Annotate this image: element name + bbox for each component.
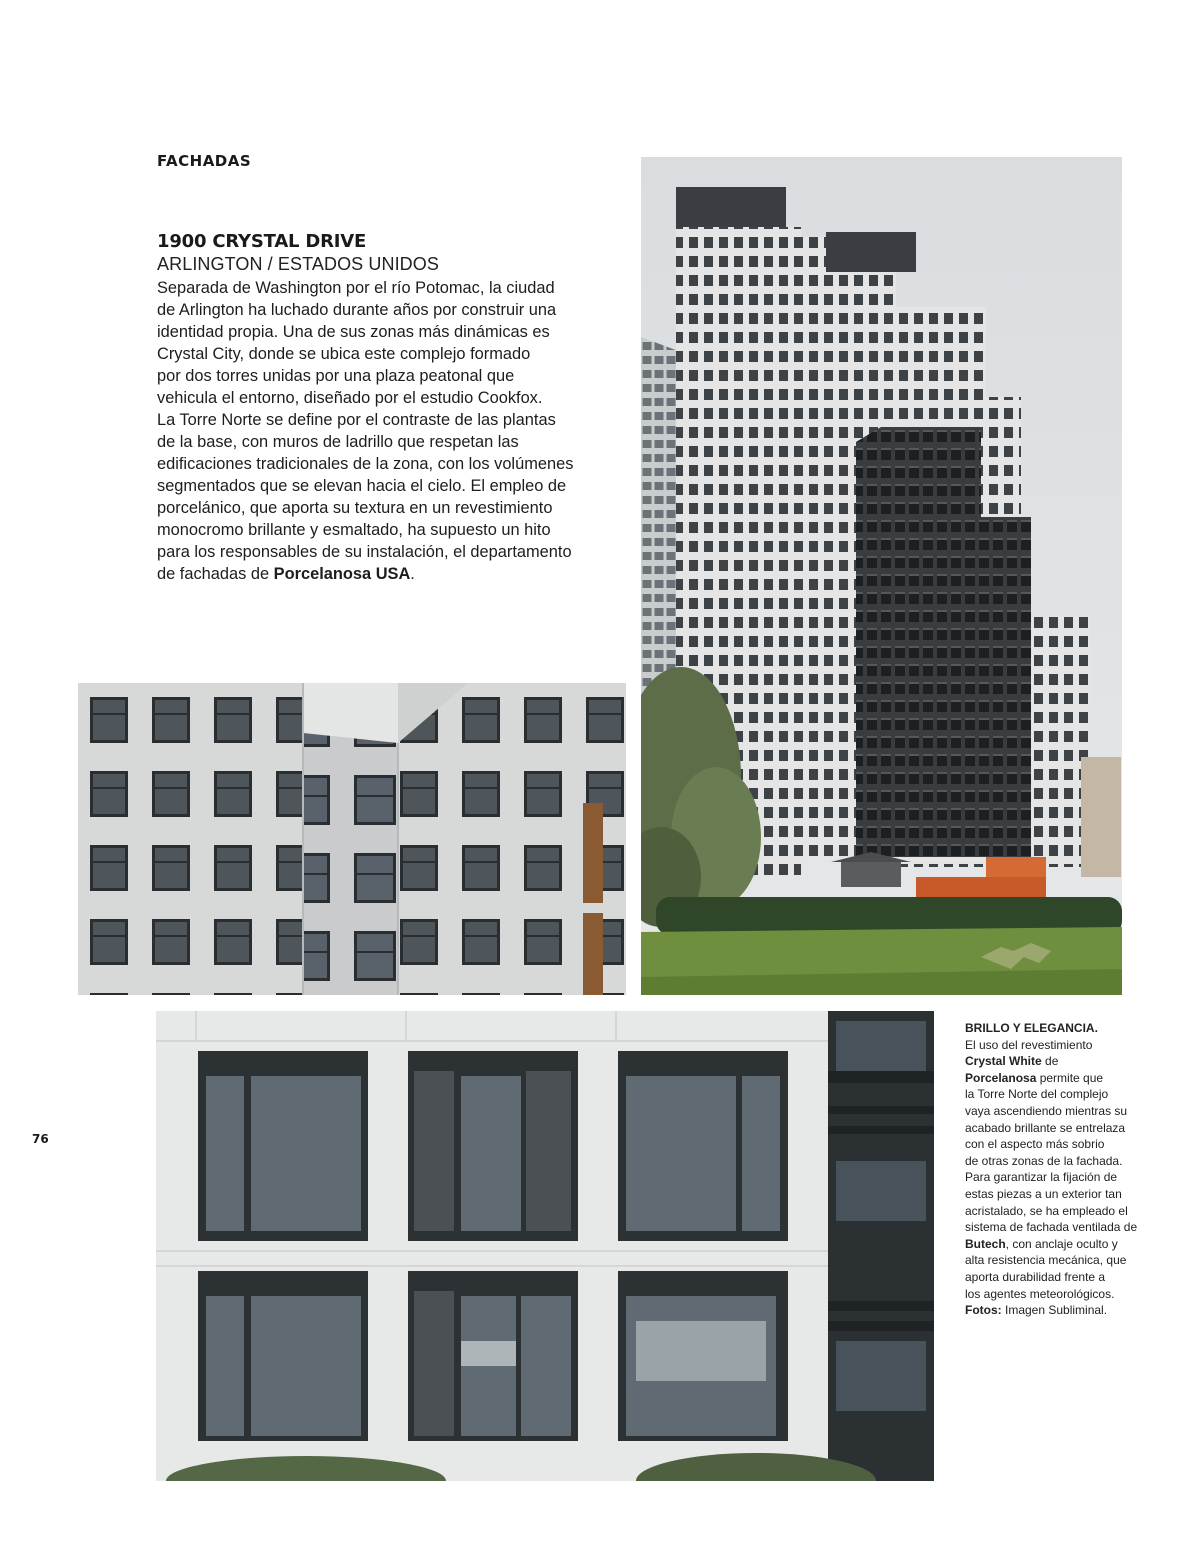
body-text-segment: de fachadas de xyxy=(157,565,274,583)
caption-line: Para garantizar la fijación de xyxy=(965,1170,1118,1185)
body-line: porcelánico, que aporta su textura en un revestimiento xyxy=(157,499,553,517)
body-line: La Torre Norte se define por el contraste de las plantas xyxy=(157,411,556,429)
article-location: ARLINGTON / ESTADOS UNIDOS xyxy=(157,254,439,274)
page-number: 76 xyxy=(32,1132,49,1146)
caption-line: El uso del revestimiento xyxy=(965,1037,1093,1052)
body-text-segment: . xyxy=(410,565,415,583)
body-line: Separada de Washington por el río Potomac, la ciudad xyxy=(157,279,555,297)
caption-line xyxy=(965,1236,1135,1253)
caption-line: estas piezas a un exterior tan xyxy=(965,1186,1122,1201)
caption-line: acristalado, se ha empleado el xyxy=(965,1203,1128,1218)
facade-closeup-photo xyxy=(156,1011,934,1481)
tower-photo xyxy=(641,157,1122,995)
caption-text: permite que xyxy=(1036,1070,1104,1085)
body-line: vehicula el entorno, diseñado por el estudio Cookfox. xyxy=(157,389,543,407)
caption-line: acabado brillante se entrelaza xyxy=(965,1120,1126,1135)
caption-line: sistema de fachada ventilada de xyxy=(965,1220,1138,1235)
photo-caption xyxy=(965,1020,1138,1319)
body-line: de Arlington ha luchado durante años por construir una xyxy=(157,301,557,319)
body-line: para los responsables de su instalación, el departamento xyxy=(157,543,572,561)
brand-name: Butech xyxy=(965,1236,1006,1251)
facade-detail-photo xyxy=(78,683,626,995)
body-line: Crystal City, donde se ubica este complejo formado xyxy=(157,345,531,363)
body-line: edificaciones tradicionales de la zona, con los volúmenes xyxy=(157,455,574,473)
article-body xyxy=(157,277,597,585)
credit-value: Imagen Subliminal. xyxy=(1001,1303,1108,1318)
caption-line: la Torre Norte del complejo xyxy=(965,1087,1109,1102)
section-label: FACHADAS xyxy=(157,152,252,170)
facade-detail-illustration xyxy=(78,683,626,995)
facade-closeup-illustration xyxy=(156,1011,934,1481)
body-line-last xyxy=(157,563,597,585)
caption-line: de otras zonas de la fachada. xyxy=(965,1153,1123,1168)
tower-illustration xyxy=(641,157,1122,995)
caption-heading: BRILLO Y ELEGANCIA. xyxy=(965,1021,1098,1035)
article-title: 1900 CRYSTAL DRIVE xyxy=(157,231,367,252)
caption-line: aporta durabilidad frente a xyxy=(965,1269,1106,1284)
caption-line: vaya ascendiendo mientras su xyxy=(965,1103,1128,1118)
body-line: de la base, con muros de ladrillo que respetan las xyxy=(157,433,519,451)
brand-name: Porcelanosa USA xyxy=(273,565,411,583)
body-line: identidad propia. Una de sus zonas más dinámicas es xyxy=(157,323,550,341)
caption-line: alta resistencia mecánica, que xyxy=(965,1253,1127,1268)
caption-line: los agentes meteorológicos. xyxy=(965,1286,1115,1301)
brand-name: Porcelanosa xyxy=(965,1070,1037,1085)
body-line: segmentados que se elevan hacia el cielo. El empleo de xyxy=(157,477,567,495)
caption-text: , con anclaje oculto y xyxy=(1005,1236,1118,1251)
caption-line xyxy=(965,1070,1135,1087)
photo-credit xyxy=(965,1302,1135,1319)
body-line: monocromo brillante y esmaltado, ha supuesto un hito xyxy=(157,521,551,539)
caption-line: con el aspecto más sobrio xyxy=(965,1137,1105,1152)
body-line: por dos torres unidas por una plaza peatonal que xyxy=(157,367,515,385)
caption-text: de xyxy=(1041,1054,1059,1069)
credit-label: Fotos: xyxy=(965,1303,1002,1318)
product-name: Crystal White xyxy=(965,1054,1042,1069)
caption-line xyxy=(965,1053,1135,1070)
